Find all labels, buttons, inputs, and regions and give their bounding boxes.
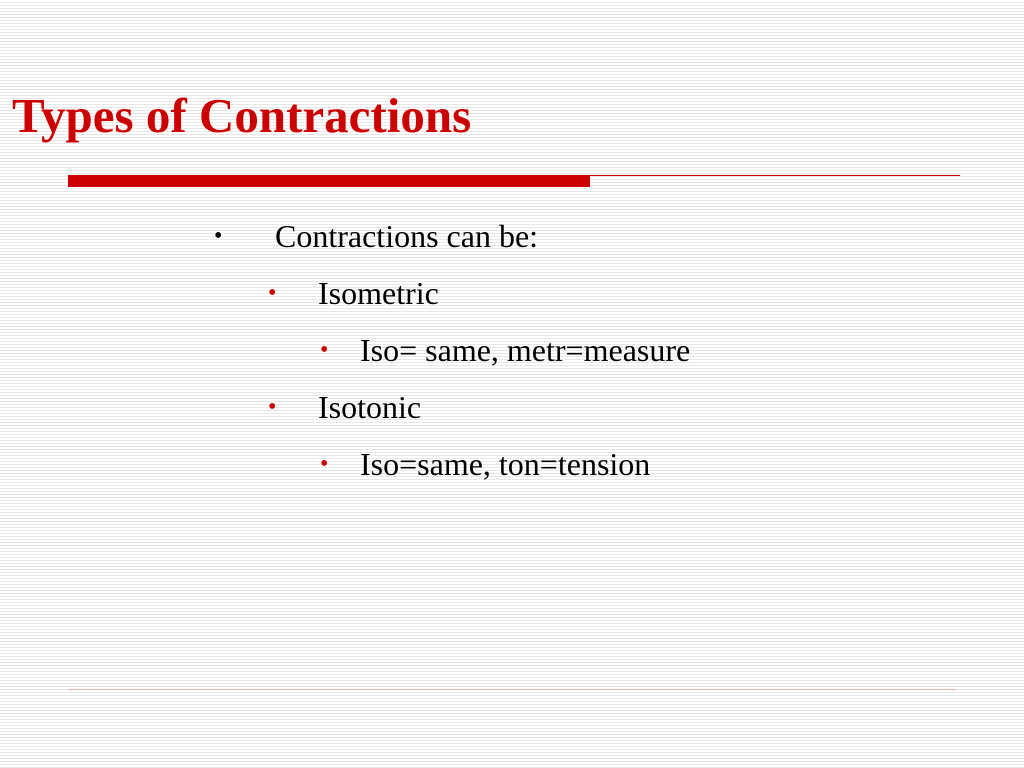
bullet-dot-icon: • <box>320 451 329 477</box>
bullet-dot-icon: • <box>320 337 329 363</box>
bullet-item-isotonic-definition <box>0 444 1024 484</box>
bullet-item-contractions <box>0 216 1024 256</box>
footer-divider <box>68 689 956 690</box>
bullet-text: Isotonic <box>318 389 422 425</box>
title-underline-thick <box>68 175 590 187</box>
bullet-text: Iso=same, ton=tension <box>360 446 651 482</box>
title-underline-thin <box>590 175 960 176</box>
bullet-item-isometric <box>0 273 1024 313</box>
bullet-text: Contractions can be: <box>275 218 539 254</box>
bullet-dot-icon: • <box>214 223 223 249</box>
bullet-item-isotonic <box>0 387 1024 427</box>
bullet-text: Iso= same, metr=measure <box>360 332 691 368</box>
bullet-text: Isometric <box>318 275 439 311</box>
bullet-dot-icon: • <box>268 394 277 420</box>
bullet-item-isometric-definition <box>0 330 1024 370</box>
bullet-dot-icon: • <box>268 280 277 306</box>
slide-title: Types of Contractions <box>12 88 472 143</box>
